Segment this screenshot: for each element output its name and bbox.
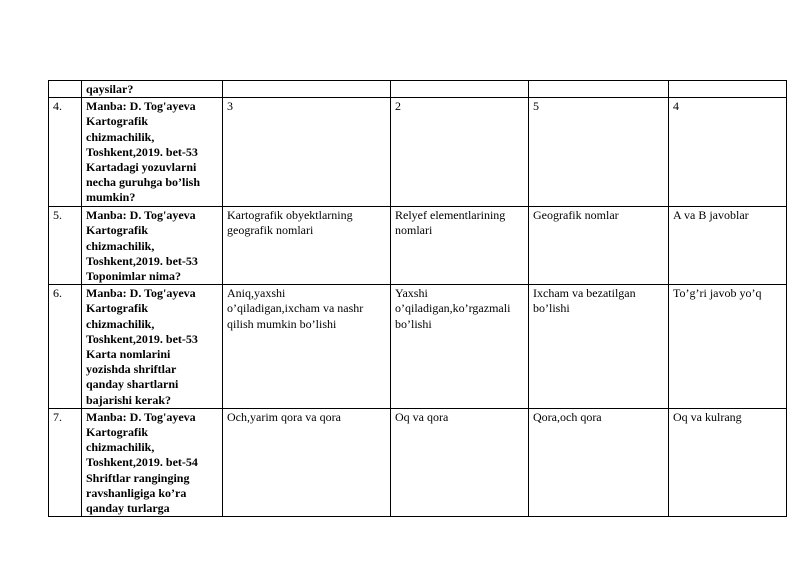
answer-b-cell — [391, 81, 529, 98]
answer-b-cell — [391, 408, 529, 516]
answer-line: Oq va qora — [395, 409, 449, 424]
answer-line: Aniq,yaxshi — [227, 286, 286, 301]
answer-b-cell — [391, 207, 529, 285]
answer-line: qilish mumkin bo’lishi — [227, 316, 337, 331]
question-line: Toshkent,2019. bet-53 — [86, 144, 198, 159]
answer-line: Geografik nomlar — [533, 208, 619, 223]
answer-d-cell — [669, 285, 787, 409]
answer-c-cell — [529, 285, 669, 409]
question-line: Toshkent,2019. bet-53 — [86, 253, 198, 268]
question-cell — [82, 98, 223, 207]
question-cell — [82, 408, 223, 516]
question-line: Toshkent,2019. bet-54 — [86, 455, 198, 470]
answer-line: o’qiladigan,ko’rgazmali — [395, 301, 511, 316]
question-line: chizmachilik, — [86, 440, 155, 455]
question-line: Manba: D. Tog'ayeva — [86, 208, 196, 223]
answer-line: Relyef elementlarining — [395, 208, 506, 223]
question-cell — [82, 81, 223, 98]
question-line: Kartografik — [86, 425, 148, 440]
question-line: Toshkent,2019. bet-53 — [86, 331, 198, 346]
answer-c-cell — [529, 408, 669, 516]
question-line: Manba: D. Tog'ayeva — [86, 286, 196, 301]
answer-c-cell — [529, 207, 669, 285]
answer-line: 4 — [673, 99, 679, 114]
row-number: 7. — [49, 408, 82, 516]
row-number: 4. — [49, 98, 82, 207]
table-row — [49, 81, 787, 98]
row-number: 6. — [49, 285, 82, 409]
answer-b-cell — [391, 98, 529, 207]
questions-table-body — [49, 81, 787, 517]
question-line: Toponimlar nima? — [86, 269, 182, 284]
question-line: chizmachilik, — [86, 129, 155, 144]
answer-c-cell — [529, 81, 669, 98]
question-cell — [82, 285, 223, 409]
question-line: yozishda shriftlar — [86, 362, 177, 377]
answer-d-cell — [669, 98, 787, 207]
answer-line: o’qiladigan,ixcham va nashr — [227, 301, 364, 316]
answer-line: Qora,och qora — [533, 409, 602, 424]
question-line: chizmachilik, — [86, 316, 155, 331]
question-cell — [82, 207, 223, 285]
answer-line: 2 — [395, 99, 401, 114]
table-row — [49, 98, 787, 207]
question-line: mumkin? — [86, 190, 136, 205]
questions-table — [48, 80, 787, 517]
table-row — [49, 207, 787, 285]
table-row — [49, 408, 787, 516]
question-line: Kartadagi yozuvlarni — [86, 160, 197, 175]
answer-line: To’g’ri javob yo’q — [673, 286, 762, 301]
answer-line: bo’lishi — [395, 316, 432, 331]
answer-a-cell — [223, 408, 391, 516]
answer-line: geografik nomlari — [227, 223, 314, 238]
question-line: Manba: D. Tog'ayeva — [86, 99, 196, 114]
answer-d-cell — [669, 207, 787, 285]
answer-line: Kartografik obyektlarning — [227, 208, 353, 223]
question-line: bajarishi kerak? — [86, 392, 172, 407]
answer-d-cell — [669, 81, 787, 98]
row-number — [49, 81, 82, 98]
answer-c-cell — [529, 98, 669, 207]
answer-a-cell — [223, 98, 391, 207]
answer-line: Oq va kulrang — [673, 409, 742, 424]
question-line: ravshanligiga ko’ra — [86, 485, 187, 500]
answer-line: 5 — [533, 99, 539, 114]
answer-a-cell — [223, 81, 391, 98]
question-line: Shriftlar ranginging — [86, 470, 190, 485]
answer-line: 3 — [227, 99, 233, 114]
answer-a-cell — [223, 285, 391, 409]
question-line: qaysilar? — [86, 82, 134, 96]
answer-b-cell — [391, 285, 529, 409]
question-line: Manba: D. Tog'ayeva — [86, 409, 196, 424]
question-line: Kartografik — [86, 114, 148, 129]
question-line: Kartografik — [86, 301, 148, 316]
row-number: 5. — [49, 207, 82, 285]
answer-a-cell — [223, 207, 391, 285]
answer-line: Yaxshi — [395, 286, 428, 301]
answer-line: Och,yarim qora va qora — [227, 409, 341, 424]
table-row — [49, 285, 787, 409]
answer-line: Ixcham va bezatilgan — [533, 286, 636, 301]
question-line: chizmachilik, — [86, 238, 155, 253]
answer-line: A va B javoblar — [673, 208, 749, 223]
question-line: qanday shartlarni — [86, 377, 179, 392]
question-line: Kartografik — [86, 223, 148, 238]
answer-line: bo’lishi — [533, 301, 570, 316]
question-line: Karta nomlarini — [86, 347, 171, 362]
question-line: necha guruhga bo’lish — [86, 175, 201, 190]
question-line: qanday turlarga — [86, 501, 170, 516]
answer-line: nomlari — [395, 223, 433, 238]
answer-d-cell — [669, 408, 787, 516]
